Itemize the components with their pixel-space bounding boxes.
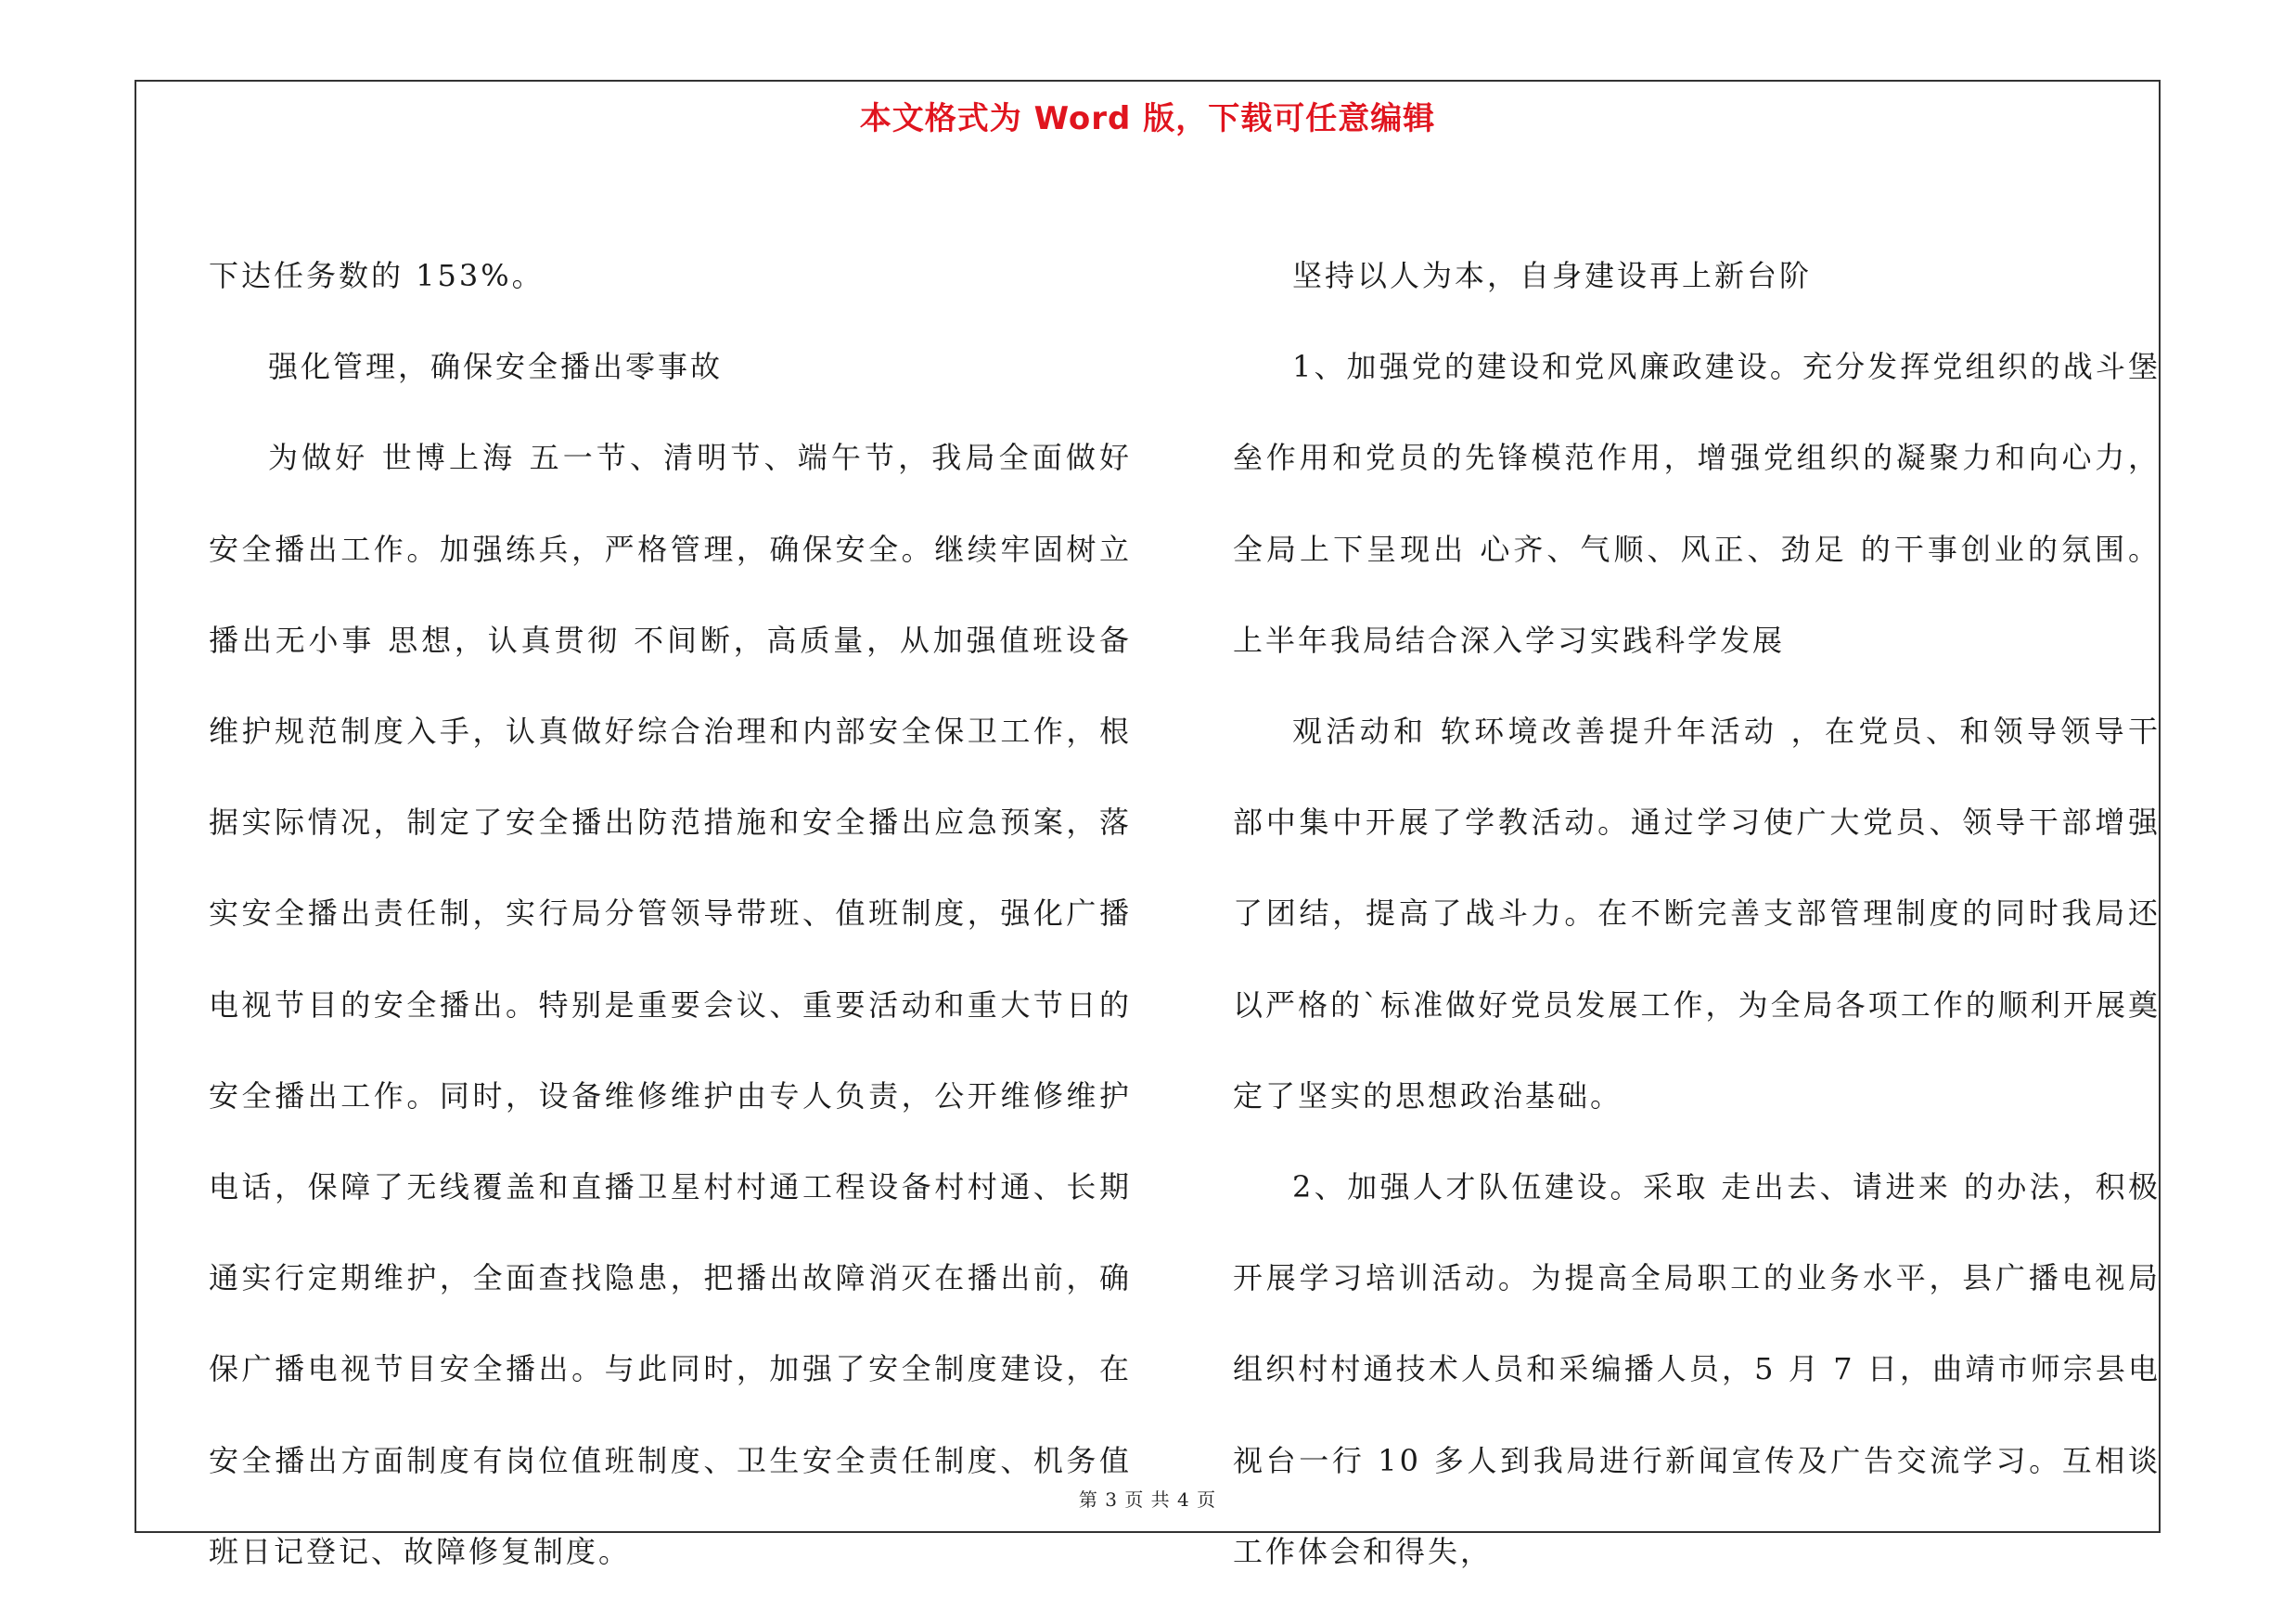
page-frame bbox=[135, 80, 2161, 1569]
word-format-banner: 本文格式为 Word 版，下载可任意编辑 bbox=[859, 100, 1436, 137]
paragraph: 1、加强党的建设和党风廉政建设。充分发挥党组织的战斗堡垒作用和党员的先锋模范作用，增强党组织的凝聚力和向心力，全局上下呈现出 心齐、气顺、风正、劲足 的干事创业的氛围。上半年我局结合深入学习实践科学发展 bbox=[1233, 349, 2161, 658]
section-heading: 坚持以人为本，自身建设再上新台阶 bbox=[1292, 258, 1813, 293]
section-heading: 强化管理，确保安全播出零事故 bbox=[268, 349, 724, 385]
paragraph: 2、加强人才队伍建设。采取 走出去、请进来 的办法，积极开展学习培训活动。为提高全局职工的业务水平，县广播电视局组织村村通技术人员和采编播人员，5 月 7 日，曲靖市师宗县电视台一行 10 多人到我局进行新闻宣传及广告交流学习。互相谈工作体会和得失， bbox=[1233, 1169, 2161, 1569]
paragraph: 下达任务数的 153%。 bbox=[209, 258, 545, 293]
page-number-footer: 第 3 页 共 4 页 bbox=[1078, 1488, 1217, 1511]
right-text-column bbox=[1233, 230, 2161, 1597]
left-text-column bbox=[209, 230, 1132, 1597]
paragraph: 观活动和 软环境改善提升年活动 ，在党员、和领导领导干部中集中开展了学教活动。通过学习使广大党员、领导干部增强了团结，提高了战斗力。在不断完善支部管理制度的同时我局还以严格的`标准做好党员发展工作，为全局各项工作的顺利开展奠定了坚实的思想政治基础。 bbox=[1233, 714, 2161, 1114]
paragraph: 为做好 世博上海 五一节、清明节、端午节，我局全面做好安全播出工作。加强练兵，严格管理，确保安全。继续牢固树立 播出无小事 思想，认真贯彻 不间断，高质量，从加强值班设备维护规范制度入手，认真做好综合治理和内部安全保卫工作，根据实际情况，制定了安全播出防范措施和安全播出应急预案，落实安全播出责任制，实行局分管领导带班、值班制度，强化广播电视节目的安全播出。特别是重要会议、重要活动和重大节日的安全播出工作。同时，设备维修维护由专人负责，公开维修维护电话，保障了无线覆盖和直播卫星村村通工程设备村村通、长期通实行定期维护，全面查找隐患，把播出故障消灭在播出前，确保广播电视节目安全播出。与此同时，加强了安全制度建设，在安全播出方面制度有岗位值班制度、卫生安全责任制度、机务值班日记登记、故障修复制度。 bbox=[209, 440, 1132, 1569]
